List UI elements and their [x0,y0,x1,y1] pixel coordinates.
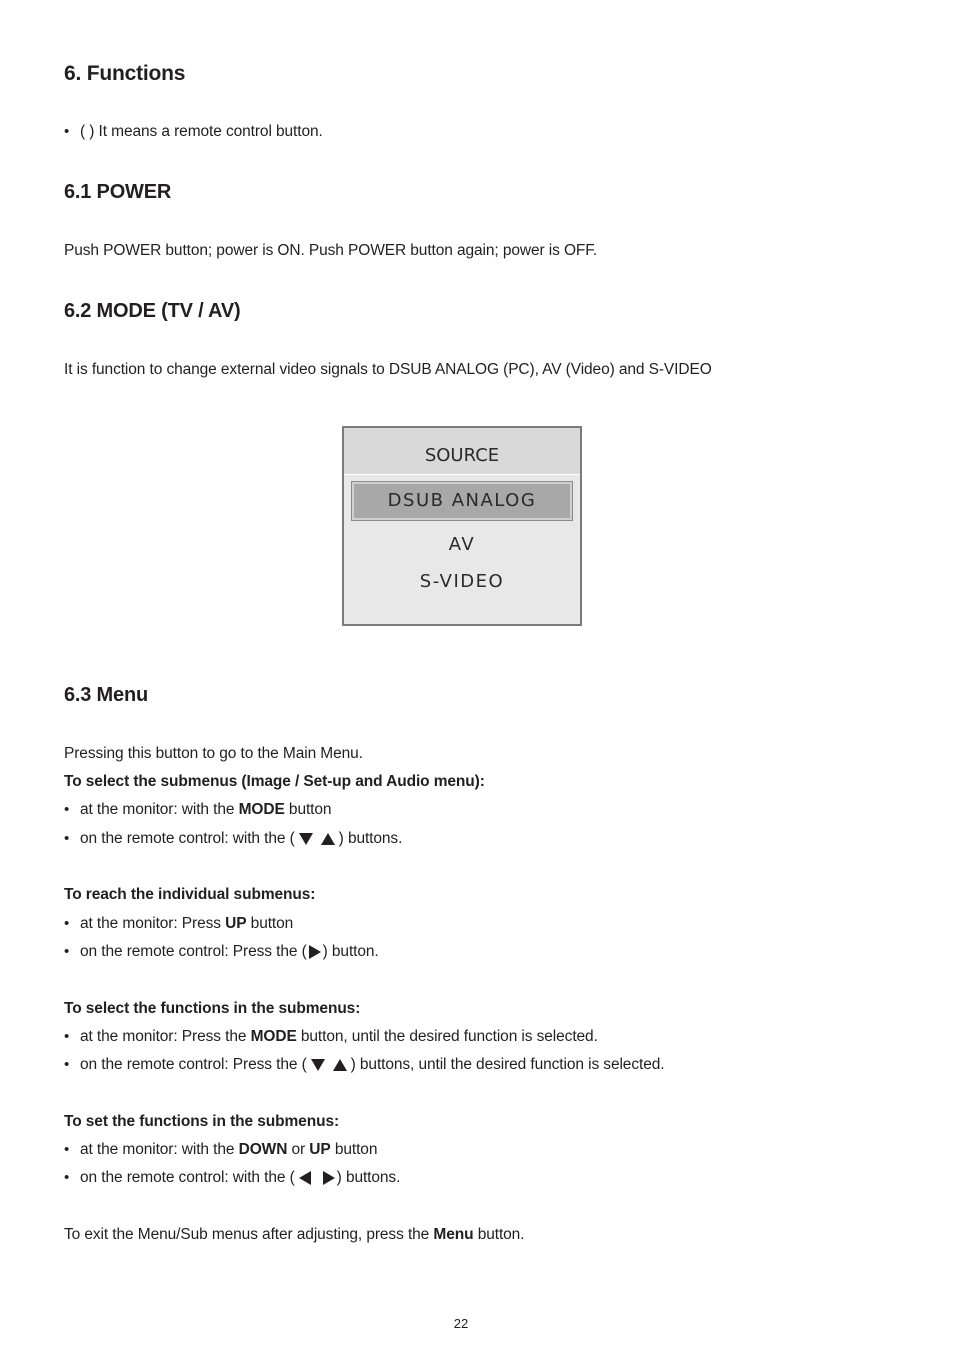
section-heading-menu: 6.3 Menu [64,684,148,706]
list-item-text: ) buttons, until the desired function is selected. [350,1056,665,1073]
list-item [64,943,379,961]
list-item-text: on the remote control: with the ( [80,830,295,847]
source-menu-title: SOURCE [344,428,580,475]
bullet-icon: • [64,1141,70,1158]
bullet-icon: • [64,1056,70,1073]
list-item [64,915,293,933]
menu-exit-note [64,1226,524,1244]
exit-note-text: button. [473,1226,525,1243]
list-item-text: on the remote control: Press the ( [80,1056,307,1073]
list-item-text: on the remote control: Press the ( [80,943,307,960]
menu-group-heading: To set the functions in the submenus: [64,1113,340,1130]
triangle-up-icon [333,1059,347,1071]
button-name: MODE [238,801,285,818]
bullet-icon: • [64,830,70,847]
bullet-icon: • [64,915,70,932]
bullet-icon: • [64,801,70,818]
list-item-text: button [246,915,294,932]
section-heading-mode: 6.2 MODE (TV / AV) [64,300,241,322]
button-name: Menu [433,1226,474,1243]
triangle-down-icon [299,833,313,845]
triangle-right-icon [309,945,321,959]
intro-bullet [64,123,323,141]
triangle-right-icon [323,1171,335,1185]
source-menu-item: S-VIDEO [419,571,505,592]
menu-group-heading: To select the submenus (Image / Set-up and Audio menu): [64,773,485,790]
button-name: MODE [250,1028,297,1045]
source-menu [342,426,582,626]
power-description: Push POWER button; power is ON. Push POWER button again; power is OFF. [64,242,598,259]
list-item-text: at the monitor: with the [80,1141,239,1158]
bullet-icon: • [64,943,70,960]
menu-intro: Pressing this button to go to the Main Menu. [64,745,363,762]
button-name: DOWN [238,1141,288,1158]
list-item [64,1141,377,1159]
page-number: 22 [453,1316,469,1331]
list-item [64,801,331,819]
mode-description: It is function to change external video signals to DSUB ANALOG (PC), AV (Video) and S-VIDEO [64,361,712,378]
bullet-icon: • [64,123,70,140]
list-item-text: button [330,1141,378,1158]
menu-group-heading: To reach the individual submenus: [64,886,316,903]
source-menu-item: AV [448,534,476,555]
list-item-text: ) button. [322,943,379,960]
section-heading-power: 6.1 POWER [64,181,172,203]
button-name: UP [225,915,247,932]
list-item-text: button, until the desired function is selected. [296,1028,598,1045]
triangle-up-icon [321,833,335,845]
list-item-text: at the monitor: Press [80,915,226,932]
bullet-icon: • [64,1028,70,1045]
exit-note-text: To exit the Menu/Sub menus after adjusting, press the [64,1226,434,1243]
source-menu-selected-item: DSUB ANALOG [352,482,572,520]
triangle-down-icon [311,1059,325,1071]
list-item-text: or [287,1141,310,1158]
bullet-icon: • [64,1169,70,1186]
button-name: UP [309,1141,331,1158]
list-item-text: ) buttons. [336,1169,401,1186]
list-item [64,1028,598,1046]
list-item-text: ) buttons. [338,830,403,847]
list-item-text: at the monitor: with the [80,801,239,818]
list-item [64,830,402,848]
list-item [64,1056,664,1074]
section-heading-functions: 6. Functions [64,62,186,85]
list-item-text: button [284,801,332,818]
list-item [64,1169,400,1187]
intro-bullet-text: ( ) It means a remote control button. [80,123,323,140]
list-item-text: on the remote control: with the ( [80,1169,295,1186]
list-item-text: at the monitor: Press the [80,1028,251,1045]
menu-group-heading: To select the functions in the submenus: [64,1000,361,1017]
triangle-left-icon [299,1171,311,1185]
